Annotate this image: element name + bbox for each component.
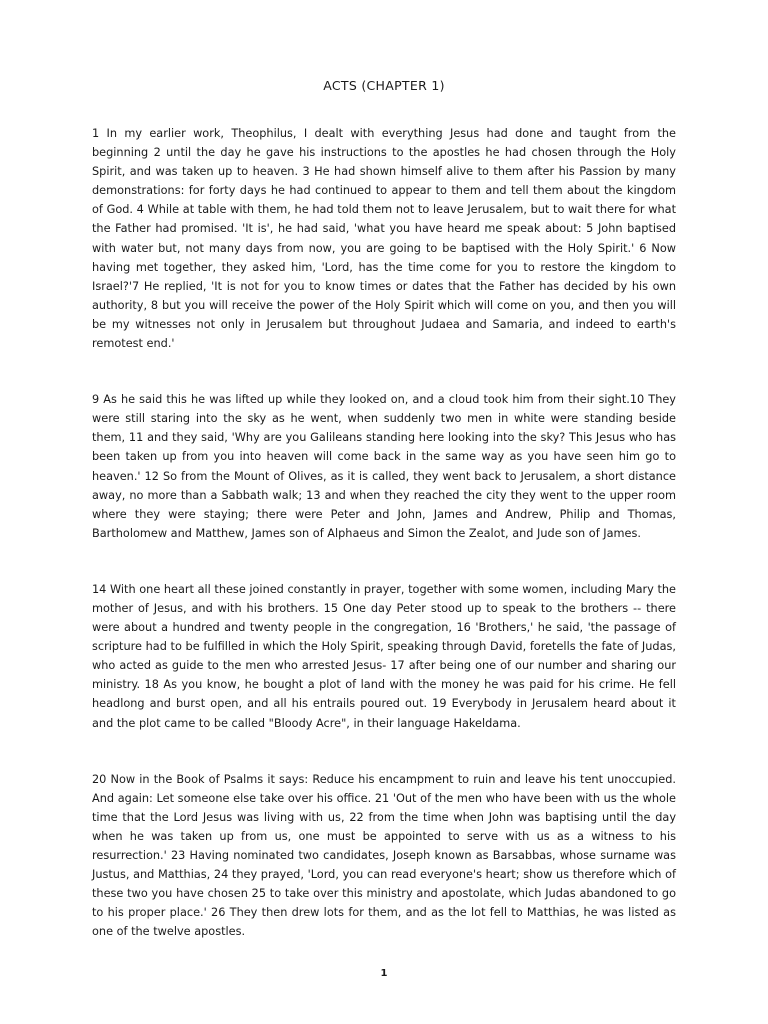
paragraph-verses-20-26: 20 Now in the Book of Psalms it says: Reduce his encampment to ruin and leave his tent unoccupied. And again: Let someone else take over his office. 21 'Out of the men who have been with us the whole time that the Lord Jesus was living with us, 22 from the time when John was baptising until the day when he was taken up from us, one must be appointed to serve with us as a witness to his resurrection.' 23 Having nominated two candidates, Joseph known as Barsabbas, whose surname was Justus, and Matthias, 24 they prayed, 'Lord, you can read everyone's heart; show us therefore which of these two you have chosen 25 to take over this ministry and apostolate, which Judas abandoned to go to his proper place.' 26 They then drew lots for them, and as the lot fell to Matthias, he was listed as one of the twelve apostles. xyxy=(92,772,676,939)
page-number: 1 xyxy=(380,968,388,979)
paragraph-verses-14-19: 14 With one heart all these joined constantly in prayer, together with some women, including Mary the mother of Jesus, and with his brothers. 15 One day Peter stood up to speak to the brothers -- there were about a hundred and twenty people in the congregation, 16 'Brothers,' he said, 'the passage of scripture had to be fulfilled in which the Holy Spirit, speaking through David, foretells the fate of Judas, who acted as guide to the men who arrested Jesus- 17 after being one of our number and sharing our ministry. 18 As you know, he bought a plot of land with the money he was paid for his crime. He fell headlong and burst open, and all his entrails poured out. 19 Everybody in Jerusalem heard about it and the plot came to be called "Bloody Acre", in their language Hakeldama. xyxy=(92,582,676,730)
paragraph-verses-1-8: 1 In my earlier work, Theophilus, I dealt with everything Jesus had done and taught from the beginning 2 until the day he gave his instructions to the apostles he had chosen through the Holy Spirit, and was taken up to heaven. 3 He had shown himself alive to them after his Passion by many demonstrations: for forty days he had continued to appear to them and tell them about the kingdom of God. 4 While at table with them, he had told them not to leave Jerusalem, but to wait there for what the Father had promised. 'It is', he had said, 'what you have heard me speak about: 5 John baptised with water but, not many days from now, you are going to be baptised with the Holy Spirit.' 6 Now having met together, they asked him, 'Lord, has the time come for you to restore the kingdom to Israel?'7 He replied, 'It is not for you to know times or dates that the Father has decided by his own authority, 8 but you will receive the power of the Holy Spirit which will come on you, and then you will be my witnesses not only in Jerusalem but throughout Judaea and Samaria, and indeed to earth's remotest end.' xyxy=(92,127,676,351)
chapter-body xyxy=(92,124,676,978)
chapter-title: ACTS (CHAPTER 1) xyxy=(323,78,445,93)
paragraph-verses-9-13: 9 As he said this he was lifted up while they looked on, and a cloud took him from their sight.10 They were still staring into the sky as he went, when suddenly two men in white were standing beside them, 11 and they said, 'Why are you Galileans standing here looking into the sky? This Jesus who has been taken up from you into heaven will come back in the same way as you have seen him go to heaven.' 12 So from the Mount of Olives, as it is called, they went back to Jerusalem, a short distance away, no more than a Sabbath walk; 13 and when they reached the city they went to the upper room where they were staying; there were Peter and John, James and Andrew, Philip and Thomas, Bartholomew and Matthew, James son of Alphaeus and Simon the Zealot, and Jude son of James. xyxy=(92,393,676,540)
